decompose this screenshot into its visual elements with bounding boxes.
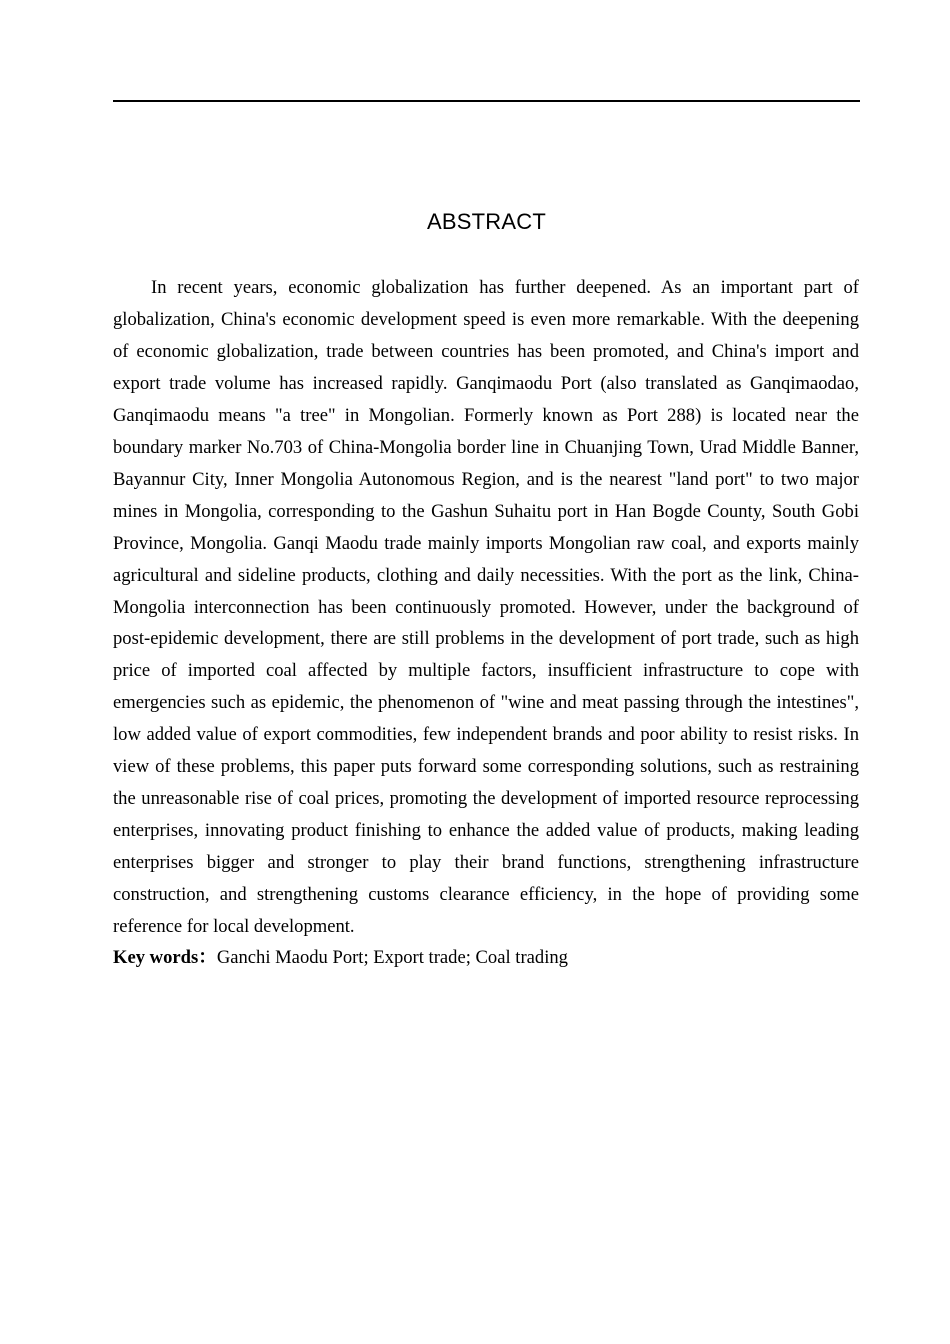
header-rule — [113, 100, 860, 102]
keywords-text: Ganchi Maodu Port; Export trade; Coal trading — [216, 947, 568, 968]
abstract-title: ABSTRACT — [427, 209, 546, 234]
keywords-label: Key words： — [113, 947, 217, 968]
keywords-line — [113, 942, 859, 974]
abstract-body: In recent years, economic globalization has further deepened. As an important part of globalization, China's economic development speed is even more remarkable. With the deepening of economic globalization, trade between countries has been promoted, and China's import and export trade volume has increased rapidly. Ganqimaodu Port (also translated as Ganqimaodao, Ganqimaodu means "a tree" in Mongolian. Formerly known as Port 288) is located near the boundary marker No.703 of China-Mongolia border line in Chuanjing Town, Urad Middle Banner, Bayannur City, Inner Mongolia Autonomous Region, and is the nearest "land port" to two major mines in Mongolia, corresponding to the Gashun Suhaitu port in Han Bogde County, South Gobi Province, Mongolia. Ganqi Maodu trade mainly imports Mongolian raw coal, and exports mainly agricultural and sideline products, clothing and daily necessities. With the port as the link, China-Mongolia interconnection has been continuously promoted. However, under the background of post-epidemic development, there are still problems in the development of port trade, such as high price of imported coal affected by multiple factors, insufficient infrastructure to cope with emergencies such as epidemic, the phenomenon of "wine and meat passing through the intestines", low added value of export commodities, few independent brands and poor ability to resist risks. In view of these problems, this paper puts forward some corresponding solutions, such as restraining the unreasonable rise of coal prices, promoting the development of imported resource reprocessing enterprises, innovating product finishing to enhance the added value of products, making leading enterprises bigger and stronger to play their brand functions, strengthening infrastructure construction, and strengthening customs clearance efficiency, in the hope of providing some reference for local development. — [113, 277, 859, 938]
